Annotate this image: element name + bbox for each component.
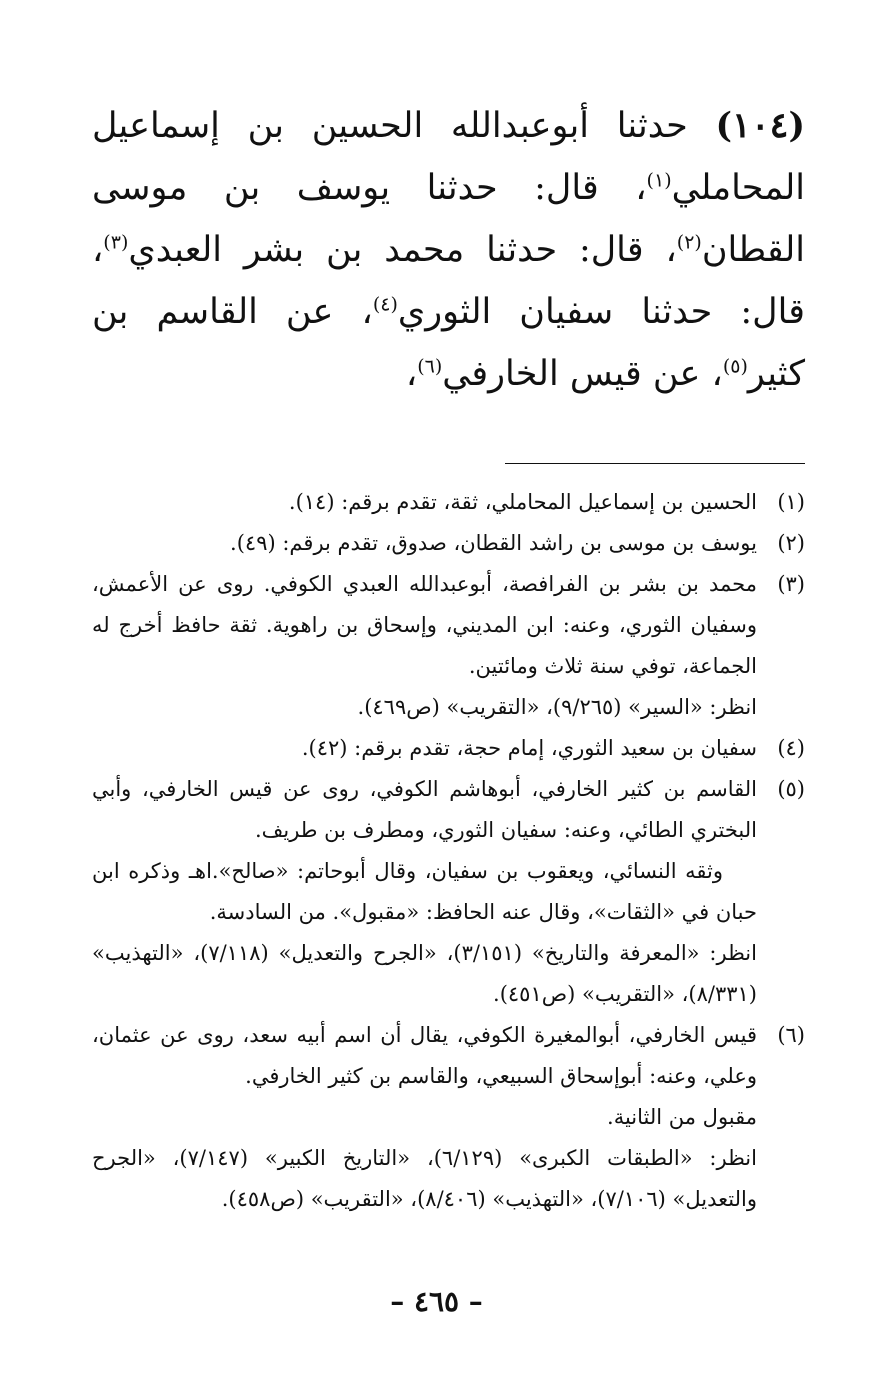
footnote-mark: (١) [777,490,805,514]
footnote-2 [92,523,805,564]
footnote-text: الحسين بن إسماعيل المحاملي، ثقة، تقدم برقم: (١٤). [288,490,757,514]
footnote-ref: (٣) [103,231,129,254]
footnote-1 [92,482,805,523]
footnote-divider [505,463,805,464]
footnote-ref: (١) [646,169,672,192]
hadith-number: (١٠٤) [715,105,805,146]
hadith-segment: ، قال: حدثنا سفيان الثوري [92,230,805,332]
footnote-6 [92,1015,805,1220]
footnote-text: يوسف بن موسى بن راشد القطان، صدوق، تقدم برقم: (٤٩). [230,531,757,555]
footnote-grading: وثقه النسائي، ويعقوب بن سفيان، وقال أبوحاتم: «صالح».اهـ وذكره ابن حبان في «الثقات»، وقال عنه الحافظ: «مقبول». من السادسة. [92,859,757,924]
footnote-grading: مقبول من الثانية. [607,1105,757,1129]
hadith-segment: حدثنا أبوعبدالله الحسين بن إسماعيل المحاملي [92,106,805,208]
footnote-3 [92,564,805,728]
footnote-ref: (٢) [676,231,702,254]
footnote-text: محمد بن بشر بن الفرافصة، أبوعبدالله العبدي الكوفي. روى عن الأعمش، وسفيان الثوري، وعنه: ابن المديني، وإسحاق بن راهوية. ثقة حافظ أخرج له الجماعة، توفي سنة ثلاث ومائتين. [92,572,757,678]
hadith-segment: ، عن القاسم بن كثير [92,292,805,394]
footnote-mark: (٥) [777,777,805,801]
footnote-ref: (٤) [372,293,398,316]
hadith-segment: ، قال: حدثنا محمد بن بشر العبدي [128,230,677,270]
footnote-ref: (٦) [417,355,443,378]
footnote-text: سفيان بن سعيد الثوري، إمام حجة، تقدم برقم: (٤٢). [301,736,757,760]
hadith-segment: ، قال: حدثنا يوسف بن موسى القطان [92,168,805,270]
footnote-ref: (٥) [722,355,748,378]
footnote-references: انظر: «السير» (٩/٢٦٥)، «التقريب» (ص٤٦٩). [357,695,757,719]
hadith-segment: ، عن قيس الخارفي [442,354,723,394]
footnote-mark: (٢) [777,531,805,555]
footnote-references: انظر: «المعرفة والتاريخ» (٣/١٥١)، «الجرح والتعديل» (٧/١١٨)، «التهذيب» (٨/٣٣١)، «التقريب» (ص٤٥١). [92,941,757,1006]
footnote-text: قيس الخارفي، أبوالمغيرة الكوفي، يقال أن اسم أبيه سعد، روى عن عثمان، وعلي، وعنه: أبوإسحاق السبيعي، والقاسم بن كثير الخارفي. [92,1023,757,1088]
page-number: – ٤٦٥ – [390,1285,483,1318]
footnote-mark: (٦) [777,1023,805,1047]
footnote-4 [92,728,805,769]
footnote-text: القاسم بن كثير الخارفي، أبوهاشم الكوفي، روى عن قيس الخارفي، وأبي البختري الطائي، وعنه: سفيان الثوري، ومطرف بن طريف. [92,777,757,842]
footnote-5 [92,769,805,1015]
hadith-text [92,95,805,405]
footnote-mark: (٤) [777,736,805,760]
footnotes [92,482,805,1220]
hadith-segment: ، [405,354,418,394]
footnote-references: انظر: «الطبقات الكبرى» (٦/١٢٩)، «التاريخ الكبير» (٧/١٤٧)، «الجرح والتعديل» (٧/١٠٦)، «التهذيب» (٨/٤٠٦)، «التقريب» (ص٤٥٨). [92,1146,757,1211]
footnote-mark: (٣) [777,572,805,596]
